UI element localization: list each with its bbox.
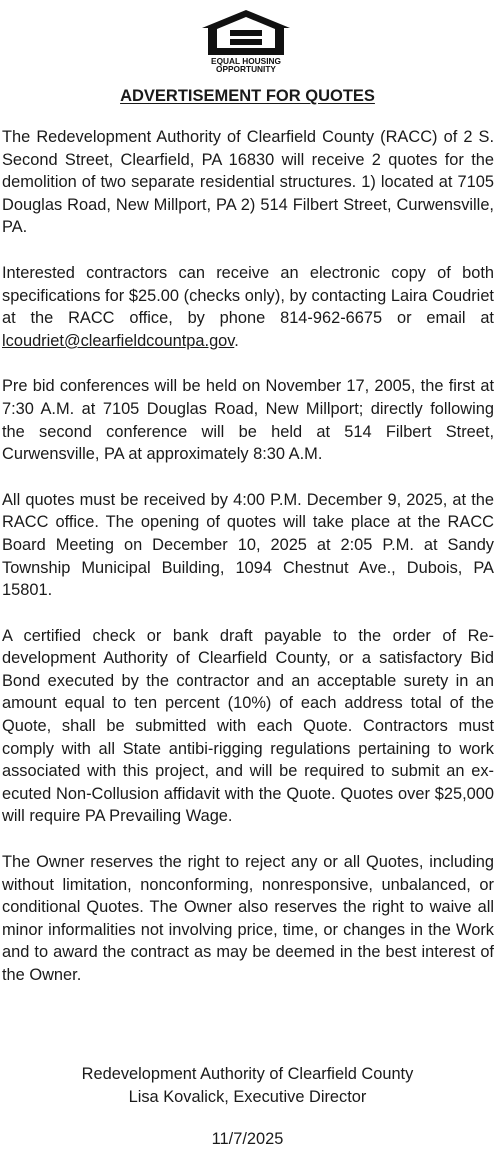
signature-block: [0, 1063, 495, 1108]
signature-name: Lisa Kovalick, Executive Director: [128, 1087, 367, 1106]
specifications-end: .: [234, 331, 239, 350]
paragraph-specifications: [2, 262, 494, 352]
paragraph-deadline: All quotes must be received by 4:00 P.M. December 9, 2025, at the RACC office. The opening of quotes will take place at the RACC Board Meeting on December 10, 2025 at 2:05 P.M. at Sandy Township Municipal Building, 1094 Chestnut Ave., Dubois, PA 15801.: [2, 490, 494, 600]
paragraph-quote-request: The Redevelopment Authority of Clearfield County (RACC) of 2 S. Second Street, Clearfield, PA 16830 will receive 2 quotes for the demolition of two separate residential structures. 1) located at 7105 Douglas Road, New Millport, PA 2) 514 Filbert Street, Curwensville, PA.: [2, 128, 494, 237]
house-icon: [198, 8, 294, 58]
page-title: ADVERTISEMENT FOR QUOTES: [120, 87, 375, 105]
email-link[interactable]: lcoudriet@clearfieldcountpa.gov: [2, 331, 235, 350]
notice-body: [2, 126, 494, 1010]
equal-housing-opportunity-logo: [198, 8, 294, 78]
logo-caption-line2: OPPORTUNITY: [216, 64, 276, 74]
specifications-text: Interested contractors can receive an electronic copy of both specifications for $25.00 (checks only), by contacting Laira Coudriet at the RACC office, by phone 814-962-6675 or email at: [2, 263, 494, 328]
notice-date: 11/7/2025: [211, 1130, 284, 1148]
logo-caption-line1: EQUAL HOUSING: [211, 56, 281, 66]
paragraph-owner-rights: The Owner reserves the right to reject any or all Quotes, including without limitation, nonconforming, nonresponsive, unbalanced, or conditional Quotes. The Owner also reserves the right to waive all minor informalities not involving price, time, or changes in the Work and to award the contract as may be deemed in the best interest of the Owner.: [2, 853, 494, 984]
paragraph-bid-security: A certified check or bank draft payable to the order of Redevelopment Authority of Clearfield County, or a satisfactory Bid Bond executed by the contractor and an acceptable surety in an amount equal to ten percent (10%) of each address total of the Quote, shall be submitted with each Quote. Contractors must comply with all State antibi-rigging regulations pertaining to work associated with this project, and will be required to submit an executed Non-Collusion affidavit with the Quote. Quotes over $25,000 will require PA Prevailing Wage.: [2, 626, 494, 826]
signature-organization: Redevelopment Authority of Clearfield County: [81, 1065, 414, 1083]
paragraph-pre-bid-conferences: Pre bid conferences will be held on November 17, 2005, the first at 7:30 A.M. at 7105 Douglas Road, New Millport; directly following the second conference will be held at 514 Filbert Street, Curwensville, PA at approximately 8:30 A.M.: [2, 377, 494, 464]
